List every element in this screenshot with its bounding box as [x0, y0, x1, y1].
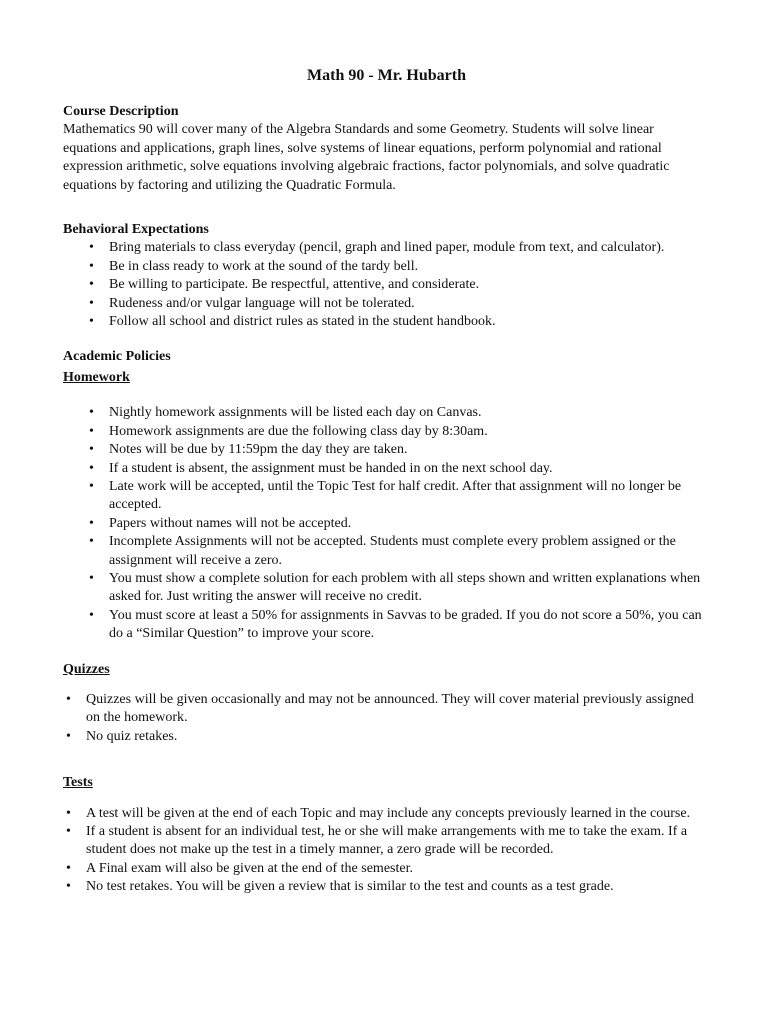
list-item: • Incomplete Assignments will not be accepted. Students must complete every problem assigned or the assignment will receive a zero.: [63, 533, 710, 570]
list-item: • A test will be given at the end of each Topic and may include any concepts previously learned in the course.: [63, 805, 710, 823]
course-description-section: [63, 103, 710, 195]
list-item: • You must score at least a 50% for assignments in Savvas to be graded. If you do not score a 50%, you can do a “Similar Question” to improve your score.: [63, 607, 710, 644]
list-item: • If a student is absent for an individual test, he or she will make arrangements with me to take the exam. If a student does not make up the test in a timely manner, a zero grade will be recorded.: [63, 823, 710, 860]
list-item: • If a student is absent, the assignment must be handed in on the next school day.: [63, 460, 710, 478]
spacer: [63, 644, 710, 661]
homework-heading: Homework: [63, 369, 130, 385]
list-item: • Notes will be due by 11:59pm the day they are taken.: [63, 441, 710, 459]
course-description-text: Mathematics 90 will cover many of the Algebra Standards and some Geometry. Students will solve linear equations and applications, graph lines, solve systems of linear equations, perform polynomial and rational expression arithmetic, solve equations involving algebraic fractions, factor polynomials, and solve quadratic equations by factoring and utilizing the Quadratic Formula.: [63, 122, 670, 193]
list-item: • Bring materials to class everyday (pencil, graph and lined paper, module from text, and calculator).: [63, 239, 710, 257]
behavioral-expectations-heading: Behavioral Expectations: [63, 222, 209, 238]
tests-heading: Tests: [63, 775, 93, 791]
academic-policies-heading: Academic Policies: [63, 349, 171, 365]
spacer: [63, 387, 710, 404]
list-item: • Homework assignments are due the following class day by 8:30am.: [63, 423, 710, 441]
academic-policies-section: [63, 348, 710, 896]
behavioral-expectations-list: [63, 239, 710, 331]
list-item: • Be in class ready to work at the sound of the tardy bell.: [63, 258, 710, 276]
tests-list: [63, 805, 710, 897]
spacer: [63, 679, 710, 691]
quizzes-list: [63, 691, 710, 746]
list-item: • Nightly homework assignments will be listed each day on Canvas.: [63, 404, 710, 422]
list-item: • Late work will be accepted, until the Topic Test for half credit. After that assignment will no longer be accepted.: [63, 478, 710, 515]
course-description-heading: Course Description: [63, 104, 179, 119]
list-item: • You must show a complete solution for each problem with all steps shown and written explanations when asked for. Just writing the answer will receive no credit.: [63, 570, 710, 607]
spacer: [63, 195, 710, 221]
list-item: • Papers without names will not be accepted.: [63, 515, 710, 533]
list-item: • A Final exam will also be given at the end of the semester.: [63, 860, 710, 878]
spacer: [63, 331, 710, 348]
spacer: [63, 746, 710, 774]
list-item: • Quizzes will be given occasionally and may not be announced. They will cover material previously assigned on the homework.: [63, 691, 710, 728]
document-title: Math 90 - Mr. Hubarth: [307, 67, 466, 84]
homework-list: [63, 404, 710, 643]
list-item: • Follow all school and district rules as stated in the student handbook.: [63, 313, 710, 331]
spacer: [63, 793, 710, 805]
list-item: • Be willing to participate. Be respectful, attentive, and considerate.: [63, 276, 710, 294]
list-item: • No quiz retakes.: [63, 728, 710, 746]
quizzes-heading: Quizzes: [63, 661, 110, 677]
behavioral-expectations-section: [63, 221, 710, 331]
list-item: • No test retakes. You will be given a review that is similar to the test and counts as a test grade.: [63, 878, 710, 896]
list-item: • Rudeness and/or vulgar language will not be tolerated.: [63, 295, 710, 313]
